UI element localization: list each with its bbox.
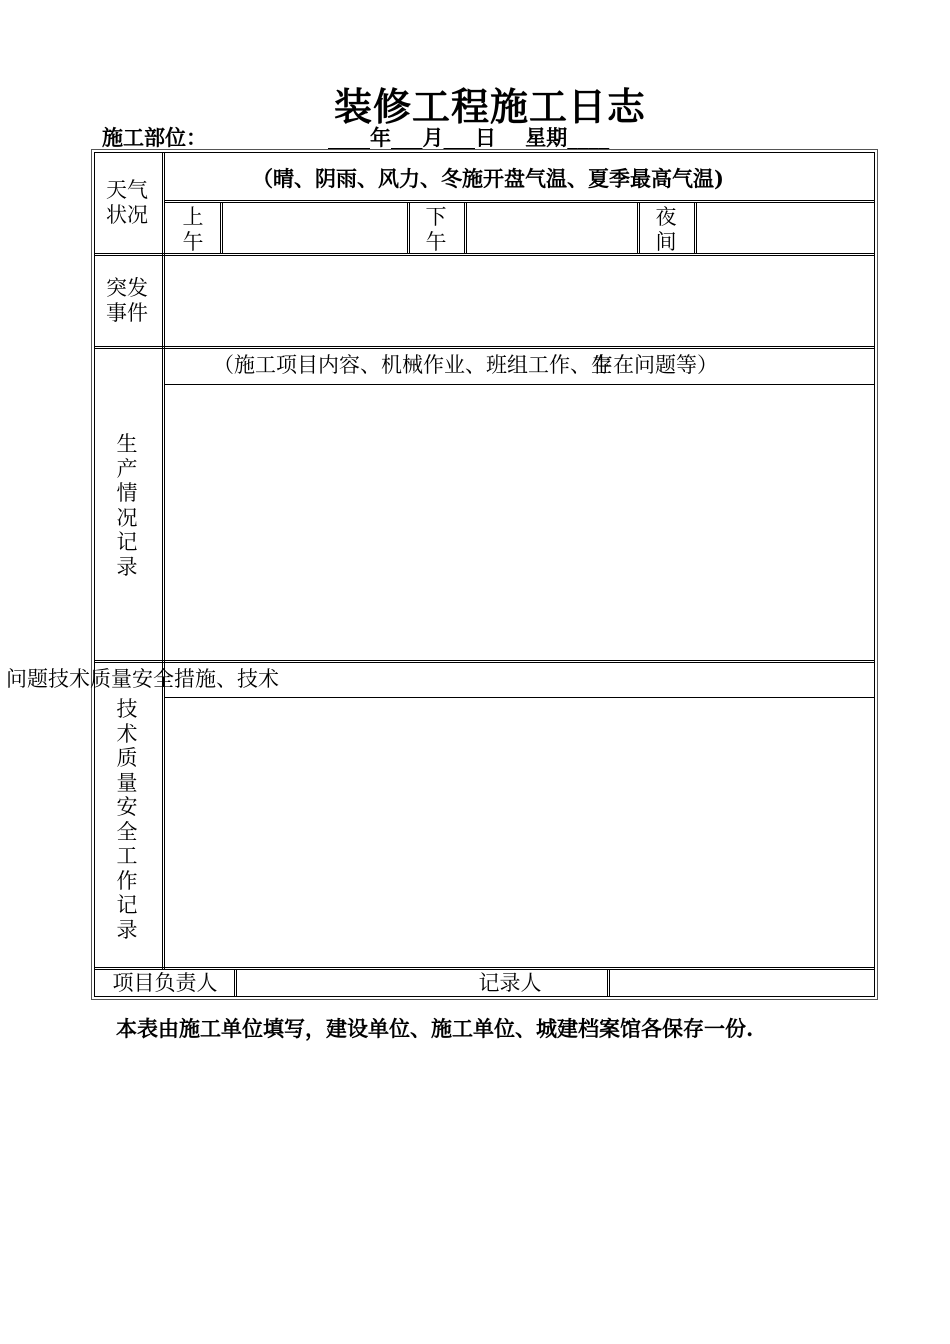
weather-divider-b [407,203,410,253]
row-divider-tech [94,967,875,970]
date-line: ____年___月___日 星期____ [328,125,610,150]
signature-divider-a [234,970,237,997]
footer-note: 本表由施工单位填写，建设单位、施工单位、城建档案馆各保存一份. [116,1016,754,1041]
weather-divider-c [464,203,467,253]
weather-divider [164,200,875,203]
weather-note: （晴、阴雨、风力、冬施开盘气温、夏季最高气温) [252,166,724,191]
weather-divider-d [637,203,640,253]
weather-afternoon-label: 下午 [425,205,447,254]
tech-record-field[interactable] [166,701,874,966]
weather-label: 天气状况 [106,178,148,227]
page-title: 装修工程施工日志 [333,84,646,129]
production-note-overlap: 存在问题等） [592,353,718,377]
weather-divider-a [220,203,223,253]
production-note: （施工项目内容、机械作业、班组工作、生 [213,353,612,377]
location-label: 施工部位： [102,125,207,150]
weather-night-field[interactable] [698,205,874,251]
weather-morning-field[interactable] [224,205,406,251]
weather-divider-e [694,203,697,253]
project-leader-label: 项目负责人 [112,971,218,995]
project-leader-field[interactable] [238,971,418,996]
recorder-label: 记录人 [478,971,542,995]
weather-night-label: 夜间 [655,205,677,254]
weather-afternoon-field[interactable] [468,205,636,251]
tech-label: 技术质量安全工作记录 [116,697,138,942]
row-divider-weather [94,253,875,256]
production-label: 生产情况记录 [116,432,138,579]
recorder-field[interactable] [611,971,873,996]
production-note-divider [164,384,875,385]
tech-note-divider [164,697,875,698]
emergency-field[interactable] [166,257,874,345]
emergency-label: 突发事件 [106,276,148,325]
label-column-divider [162,152,165,969]
signature-divider-b [607,970,610,997]
production-record-field[interactable] [166,388,874,660]
tech-overflow-text: 问题技术质量安全措施、技术 [6,667,279,691]
weather-morning-label: 上午 [182,205,204,254]
